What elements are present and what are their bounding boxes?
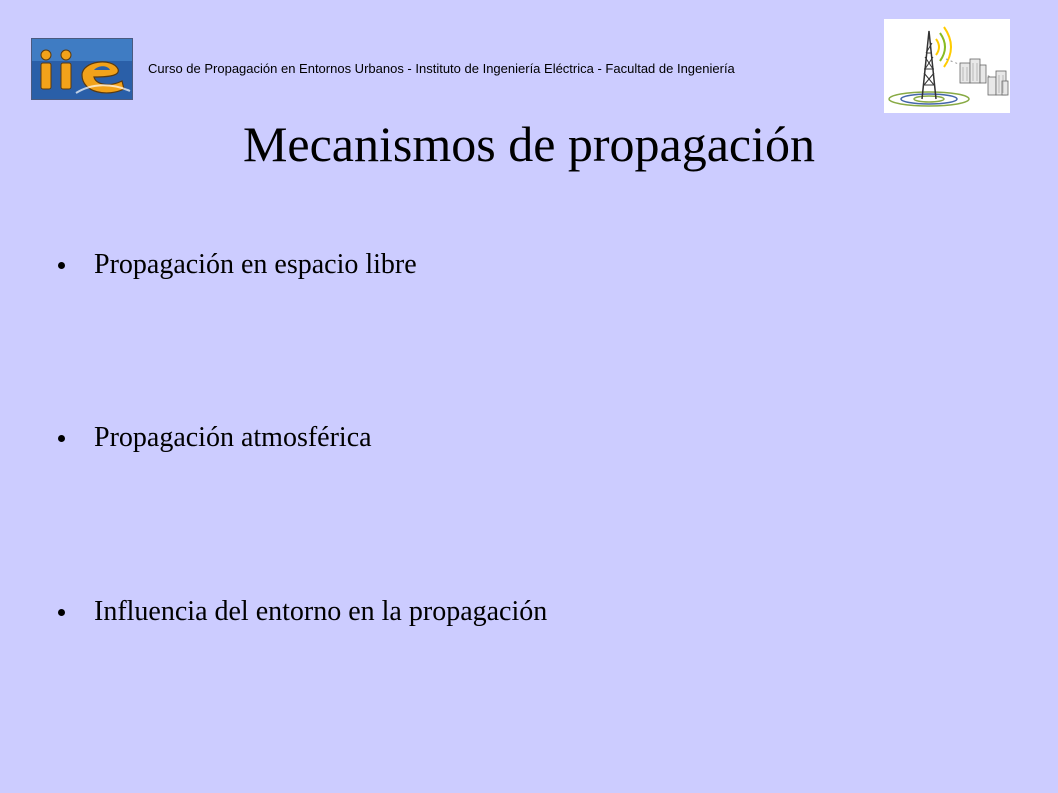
antenna-city-icon: [884, 19, 1010, 113]
bullet-text: Propagación atmosférica: [94, 422, 372, 453]
bullet-dot-icon: [58, 435, 65, 442]
bullet-text: Propagación en espacio libre: [94, 249, 417, 280]
slide-title: Mecanismos de propagación: [242, 116, 816, 172]
iie-logo: [31, 38, 133, 100]
list-item: [58, 592, 1018, 632]
antenna-graphic: [884, 19, 1010, 113]
iie-logo-graphic: [32, 39, 132, 99]
bullet-text: Influencia del entorno en la propagación: [94, 596, 548, 627]
bullet-dot-icon: [58, 262, 65, 269]
course-header-text: Curso de Propagación en Entornos Urbanos - Instituto de Ingeniería Eléctrica - Facultad de Ingeniería: [148, 61, 735, 76]
list-item: [58, 245, 1018, 285]
list-item: [58, 418, 1018, 458]
bullet-dot-icon: [58, 609, 65, 616]
